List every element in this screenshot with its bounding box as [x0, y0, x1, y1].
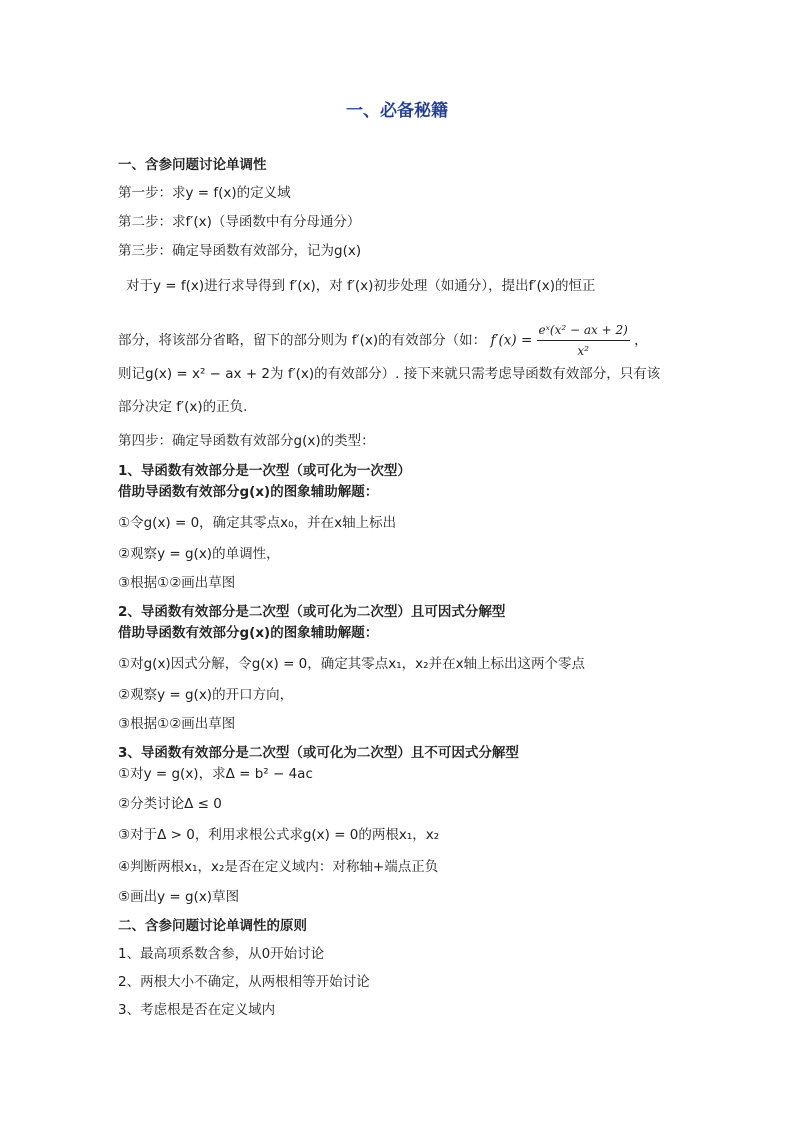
type-1-subheading: 借助导函数有效部分g(x)的图象辅助解题： [118, 484, 379, 500]
type-3-item-d: ④判断两根x₁，x₂是否在定义域内：对称轴+端点正负 [118, 859, 439, 875]
page-title: 一、必备秘籍 [346, 101, 448, 121]
type-1-item-b: ②观察y = g(x)的单调性， [118, 546, 280, 562]
step-3: 第三步：确定导函数有效部分，记为g(x) [118, 243, 362, 259]
paragraph-line-1: 对于y = f(x)进行求导得到 f′(x)，对 f′(x)初步处理（如通分），提出f′(x)的恒正 [126, 278, 596, 294]
type-2-item-a: ①对g(x)因式分解，令g(x) = 0，确定其零点x₁，x₂并在x轴上标出这两个零点 [118, 656, 586, 672]
paragraph-line-3: 则记g(x) = x² − ax + 2为 f′(x)的有效部分）. 接下来就只需考虑导函数有效部分，只有该 [118, 366, 661, 382]
rule-1: 1、最高项系数含参，从0开始讨论 [118, 946, 325, 962]
section-heading-2: 二、含参问题讨论单调性的原则 [118, 918, 307, 934]
type-3-item-e: ⑤画出y = g(x)草图 [118, 889, 240, 905]
rule-2: 2、两根大小不确定，从两根相等开始讨论 [118, 974, 370, 990]
type-2-item-b: ②观察y = g(x)的开口方向， [118, 687, 294, 703]
step-1: 第一步：求y = f(x)的定义域 [118, 185, 291, 201]
rule-3: 3、考虑根是否在定义域内 [118, 1002, 276, 1018]
paragraph-line-2 [118, 320, 648, 361]
type-2-item-c: ③根据①②画出草图 [118, 716, 236, 732]
formula-numerator: eˣ(x² − ax + 2) [537, 320, 630, 341]
type-2-heading: 2、导函数有效部分是二次型（或可化为二次型）且可因式分解型 [118, 604, 506, 620]
type-3-item-b: ②分类讨论Δ ≤ 0 [118, 796, 222, 812]
step-2: 第二步：求f′(x)（导函数中有分母通分） [118, 214, 361, 230]
formula-lhs: f′(x) = [490, 332, 533, 349]
step-4: 第四步：确定导函数有效部分g(x)的类型： [118, 433, 375, 449]
type-1-item-a: ①令g(x) = 0，确定其零点x₀，并在x轴上标出 [118, 515, 397, 531]
formula-fraction [537, 320, 630, 361]
type-3-item-c: ③对于Δ > 0，利用求根公式求g(x) = 0的两根x₁，x₂ [118, 827, 440, 843]
type-3-heading: 3、导函数有效部分是二次型（或可化为二次型）且不可因式分解型 [118, 745, 519, 761]
paragraph-line-2-text: 部分，将该部分省略，留下的部分则为 f′(x)的有效部分（如： [118, 332, 487, 349]
section-heading-1: 一、含参问题讨论单调性 [118, 157, 267, 173]
type-3-item-a: ①对y = g(x)，求Δ = b² − 4ac [118, 766, 313, 782]
paragraph-line-2-end: ， [634, 332, 648, 349]
type-2-subheading: 借助导函数有效部分g(x)的图象辅助解题： [118, 625, 379, 641]
type-1-heading: 1、导函数有效部分是一次型（或可化为一次型） [118, 463, 411, 479]
type-1-item-c: ③根据①②画出草图 [118, 575, 236, 591]
paragraph-line-4: 部分决定 f′(x)的正负. [118, 399, 248, 415]
formula-denominator: x² [577, 344, 589, 358]
